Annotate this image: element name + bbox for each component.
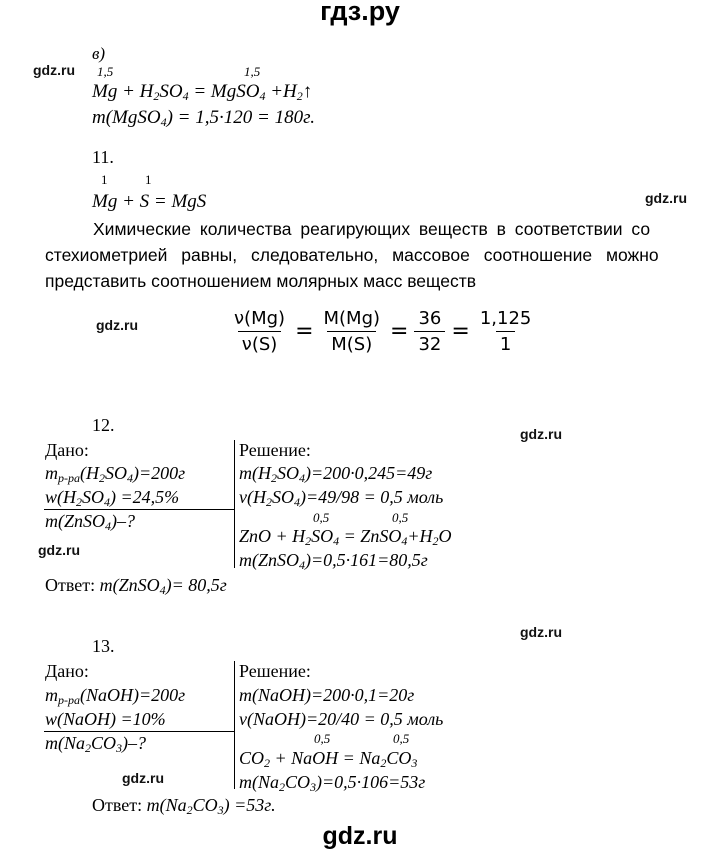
find-item: m(ZnSO$_4$)–?: [45, 511, 136, 533]
mass-calculation: m(MgSO$_4$) = 1,5·120 = 180г.: [92, 107, 315, 129]
watermark: gdz.ru: [122, 770, 164, 786]
solution-step: ZnO + $H_2SO_4$ = $ZnSO_4+H_2O$: [239, 526, 452, 548]
coefficient: 1,5: [97, 64, 114, 79]
solution-step: $CO_2$ + NaOH = $Na_2CO_3$: [239, 748, 418, 770]
divider: [234, 440, 235, 568]
solution-step: $m(Na_2CO_3)=0,5\cdot 106=53г$: [239, 772, 426, 794]
coefficient: 1: [101, 172, 108, 187]
watermark: gdz.ru: [38, 542, 80, 558]
coefficient: 1,5: [244, 64, 261, 79]
ratio-formula: $\frac{\nu(Mg)}{\nu(S)}$ = $\frac{M(Mg)}{M(S)}$ = $\frac{36}{32}$ = $\frac{1,125}{1}$: [230, 308, 535, 355]
site-footer: gdz.ru: [322, 822, 398, 850]
reaction-equation: $Mg + H_2SO_4$ = MgSO$_4$ $+H_2↑$: [92, 81, 313, 103]
explanation-line: Химические количества реагирующих веществ в соответствии со: [93, 219, 651, 239]
fraction: $\frac{36}{32}$: [414, 308, 445, 355]
coefficient: 0,5: [392, 510, 409, 525]
explanation-line: представить соотношением молярных масс веществ: [45, 271, 477, 291]
watermark: gdz.ru: [96, 317, 138, 333]
solution-step: m(NaOH)=200·0,1=20г: [239, 685, 415, 705]
fraction: $\frac{\nu(Mg)}{\nu(S)}$: [234, 308, 286, 355]
coefficient: 0,5: [393, 731, 410, 746]
answer: Ответ: $m(Na_2CO_3) =53г$.: [92, 795, 276, 817]
given-item: w(NaOH) =10%: [45, 709, 166, 729]
solution-label: Решение:: [239, 661, 311, 681]
given-item: $w(H_2SO_4) =24,5\%$: [45, 487, 180, 509]
watermark: gdz.ru: [33, 62, 75, 78]
part-label: в): [92, 44, 106, 63]
watermark: gdz.ru: [520, 624, 562, 640]
given-label: Дано:: [45, 661, 89, 681]
fraction: $\frac{1,125}{1}$: [479, 308, 532, 355]
watermark: gdz.ru: [645, 190, 687, 206]
site-header: гдз.ру: [320, 0, 400, 26]
coefficient: 0,5: [314, 731, 331, 746]
solution-step: ν(NaOH)=20/40 = 0,5 моль: [239, 709, 444, 729]
watermark: gdz.ru: [520, 426, 562, 442]
explanation-line: стехиометрией равны, следовательно, массовое соотношение можно: [45, 245, 659, 265]
task-number: 12.: [92, 415, 115, 435]
coefficient: 0,5: [313, 510, 330, 525]
find-item: $m(Na_2CO_3)-$?: [45, 733, 147, 755]
fraction: $\frac{M(Mg)}{M(S)}$: [323, 308, 381, 355]
given-label: Дано:: [45, 440, 89, 460]
solution-step: $\nu(H_2SO_4)=49/98 = 0,5$ моль: [239, 487, 444, 509]
given-item: $m_{р-ра}(H_2SO_4)=200г$: [45, 463, 186, 485]
coefficient: 1: [145, 172, 152, 187]
task-number: 11.: [92, 147, 114, 167]
task-number: 13.: [92, 636, 115, 656]
reaction-equation: Mg + S = MgS: [92, 191, 207, 212]
solution-step: $m(H_2SO_4)=200\cdot 0,245=49г$: [239, 463, 433, 485]
solution-label: Решение:: [239, 440, 311, 460]
answer: Ответ: m(ZnSO$_4$)= 80,5г: [45, 575, 227, 597]
given-item: $m_{р-ра}(NaOH)=200г$: [45, 685, 186, 707]
solution-step: m(ZnSO$_4$)=0,5·161=80,5г: [239, 550, 428, 572]
divider: [234, 661, 235, 789]
